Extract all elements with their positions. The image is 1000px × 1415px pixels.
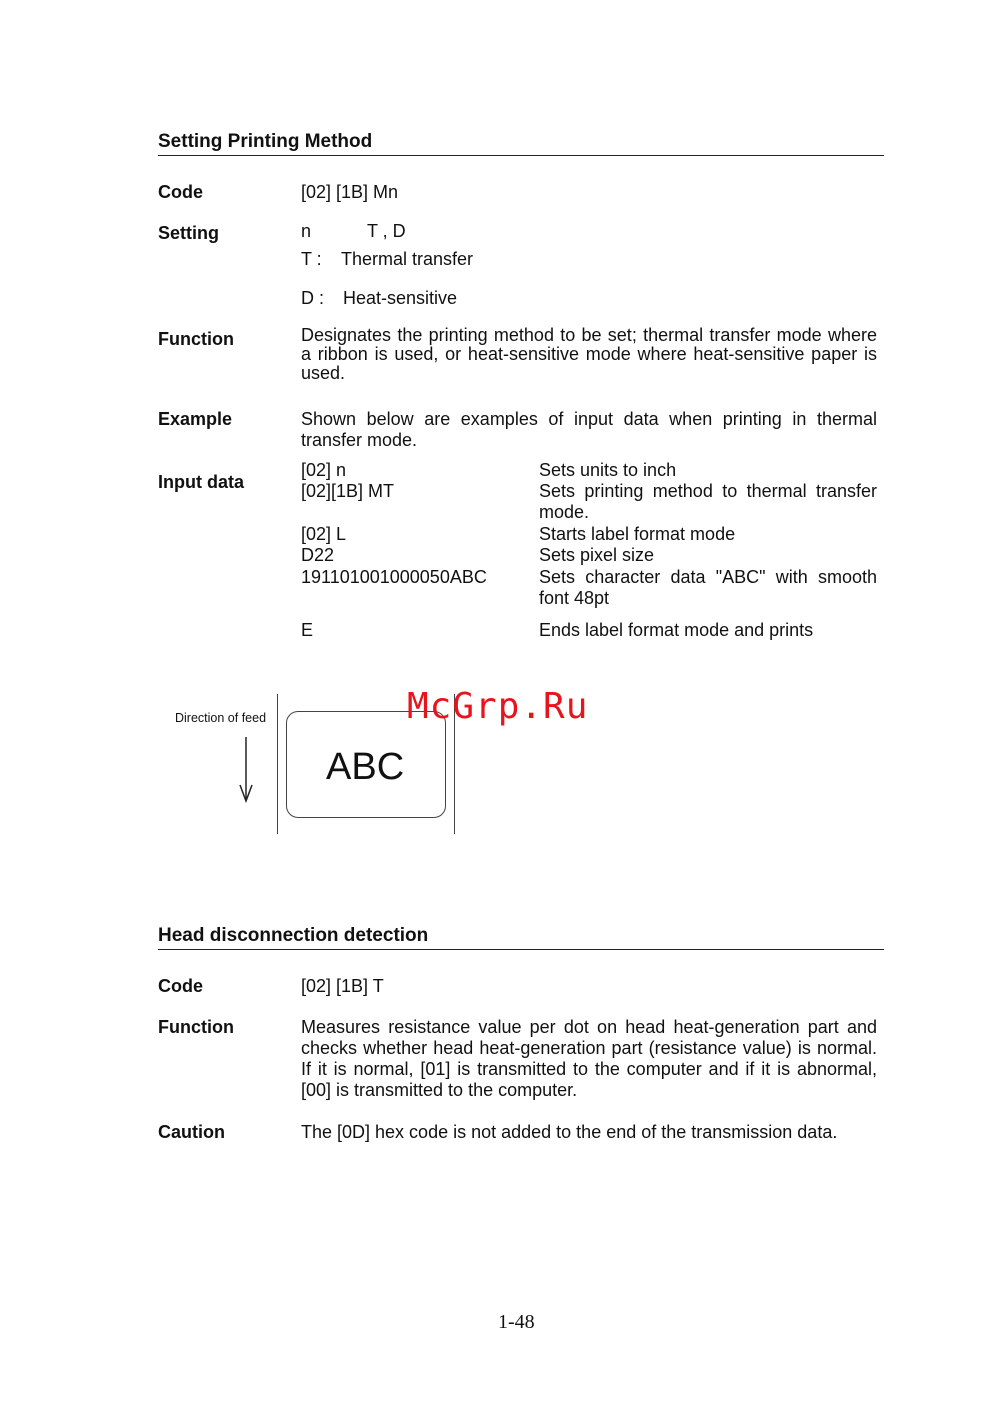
section-title-printing-method: Setting Printing Method [158,131,373,152]
setting-t: T : [301,249,322,269]
input-code: [02][1B] MT [301,481,395,501]
function-text: Measures resistance value per dot on head heat-generation part and checks whether head heat-generation part (resistance value) is normal. If it is normal, [01] is transmitted to the computer and if it is abnormal, [00] is transmitted to the computer. [301,1017,877,1100]
section-rule [158,949,884,950]
example-label: Example [158,409,233,429]
input-data-label: Input data [158,472,244,492]
setting-n: n [301,221,312,241]
caution-text: The [0D] hex code is not added to the end of the transmission data. [301,1122,838,1142]
setting-t-desc: Thermal transfer [341,249,474,269]
page-number: 1-48 [498,1311,535,1333]
watermark: McGrp.Ru [407,686,589,727]
input-code: [02] n [301,460,347,480]
input-desc: Sets character data "ABC" with smooth font 48pt [539,567,877,608]
example-text: Shown below are examples of input data when printing in thermal transfer mode. [301,409,877,450]
function-label: Function [158,329,234,349]
input-code: [02] L [301,524,347,544]
code-value: [02] [1B] T [301,976,384,996]
media-edge-left [277,694,278,834]
input-desc: Sets pixel size [539,545,655,565]
input-desc: Sets printing method to thermal transfer mode. [539,481,877,522]
input-code: E [301,620,314,640]
feed-direction-label: Direction of feed [175,711,267,725]
code-label: Code [158,182,203,202]
section-title-head-detection: Head disconnection detection [158,925,429,946]
function-text: Designates the printing method to be set; thermal transfer mode where a ribbon is used, or heat-sensitive mode where heat-sensitive paper is used. [301,325,877,383]
input-code: D22 [301,545,335,565]
label-sample-text: ABC [326,746,405,788]
setting-label: Setting [158,223,219,243]
code-value: [02] [1B] Mn [301,182,399,202]
setting-d-desc: Heat-sensitive [343,288,458,308]
setting-d: D : [301,288,325,308]
code-label: Code [158,976,203,996]
setting-values: T , D [367,221,406,241]
down-arrow-icon [230,735,260,805]
section-rule [158,155,884,156]
function-label: Function [158,1017,234,1037]
input-code: 191101001000050ABC [301,567,487,587]
input-desc: Ends label format mode and prints [539,620,814,640]
input-desc: Starts label format mode [539,524,736,544]
caution-label: Caution [158,1122,225,1142]
input-desc: Sets units to inch [539,460,677,480]
